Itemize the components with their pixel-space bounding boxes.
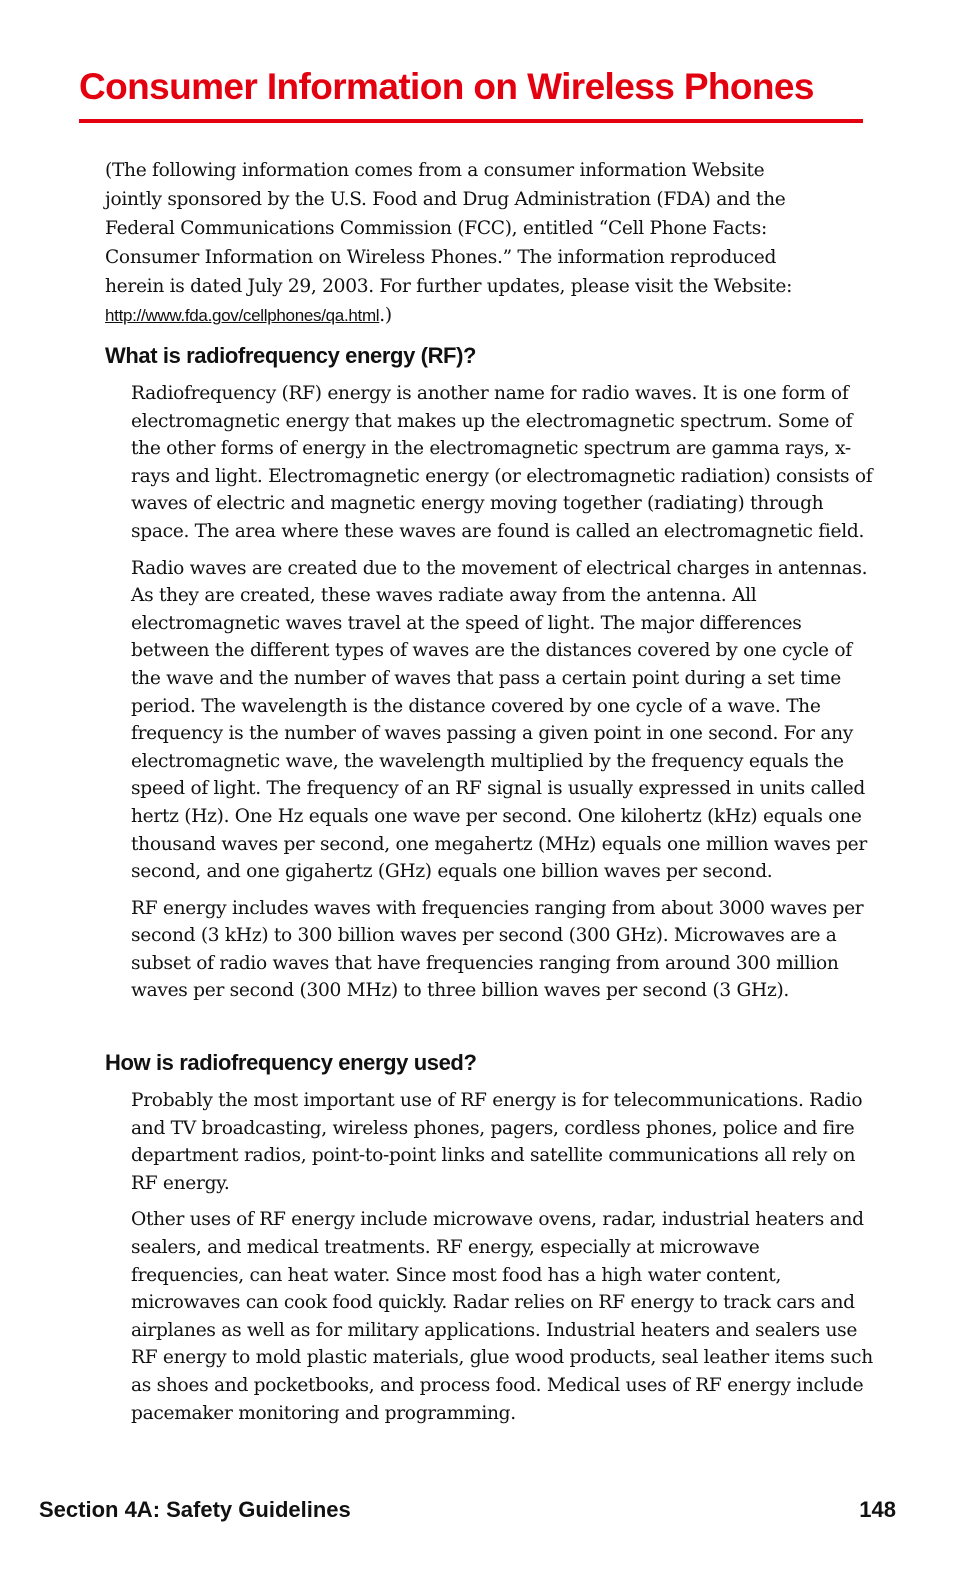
section-heading: How is radiofrequency energy used? — [105, 1050, 477, 1075]
footer-section-label: Section 4A: Safety Guidelines — [39, 1497, 351, 1522]
section-what-is-rf — [105, 341, 875, 1014]
section-paragraph: Probably the most important use of RF energy is for telecommunications. Radio and TV broadcasting, wireless phones, pagers, cordless phones, police and fire department radios, point-to-point links and satellite communications all rely on RF energy. — [131, 1090, 863, 1194]
section-how-rf-used — [105, 1048, 875, 1436]
section-paragraph: Radio waves are created due to the movement of electrical charges in antennas. As they are created, these waves radiate away from the antenna. All electromagnetic waves travel at the speed of light. The major differences between the different types of waves are the distances covered by one cycle of the wave and the number of waves that pass a certain point during a set time period. The wavelength is the distance covered by one cycle of a wave. The frequency is the number of waves passing a given point in one second. For any electromagnetic wave, the wavelength multiplied by the frequency equals the speed of light. The frequency of an RF signal is usually expressed in units called hertz (Hz). One Hz equals one wave per second. One kilohertz (kHz) equals one thousand waves per second, one megahertz (MHz) equals one million waves per second, and one gigahertz (GHz) equals one billion waves per second. — [131, 557, 868, 883]
intro-paragraph — [105, 156, 805, 330]
page-footer — [39, 1495, 896, 1525]
section-paragraph: Other uses of RF energy include microwave ovens, radar, industrial heaters and sealers, and medical treatments. RF energy, especially at microwave frequencies, can heat water. Since most food has a high water content, microwaves can cook food quickly. Radar relies on RF energy to track cars and airplanes as well as for military applications. Industrial heaters and sealers use RF energy to mold plastic materials, glue wood products, seal leather items such as shoes and pocketbooks, and process food. Medical uses of RF energy include pacemaker monitoring and programming. — [131, 1209, 873, 1424]
page-number: 148 — [859, 1497, 896, 1522]
section-paragraph: Radiofrequency (RF) energy is another name for radio waves. It is one form of electromagnetic energy that makes up the electromagnetic spectrum. Some of the other forms of energy in the electromagnetic spectrum are gamma rays, x-rays and light. Electromagnetic energy (or electromagnetic radiation) consists of waves of electric and magnetic energy moving together (radiating) through space. The area where these waves are found is called an electromagnetic field. — [131, 383, 873, 542]
title-underline — [79, 119, 863, 123]
fda-website-link[interactable]: http://www.fda.gov/cellphones/qa.html — [105, 306, 380, 325]
page-title: Consumer Information on Wireless Phones — [79, 66, 814, 107]
section-heading: What is radiofrequency energy (RF)? — [105, 343, 477, 368]
intro-suffix: .) — [379, 305, 392, 326]
section-paragraph: RF energy includes waves with frequencies ranging from about 3000 waves per second (3 kHz) to 300 billion waves per second (300 GHz). Microwaves are a subset of radio waves that have frequencies ranging from around 300 million waves per second (300 MHz) to three billion waves per second (3 GHz). — [131, 897, 864, 1002]
intro-text: (The following information comes from a consumer information Website jointly sponsored by the U.S. Food and Drug Administration (FDA) and the Federal Communications Commission (FCC), entitled “Cell Phone Facts: Consumer Information on Wireless Phones.” The information reproduced herein is dated July 29, 2003. For further updates, please visit the Website: — [105, 160, 793, 297]
